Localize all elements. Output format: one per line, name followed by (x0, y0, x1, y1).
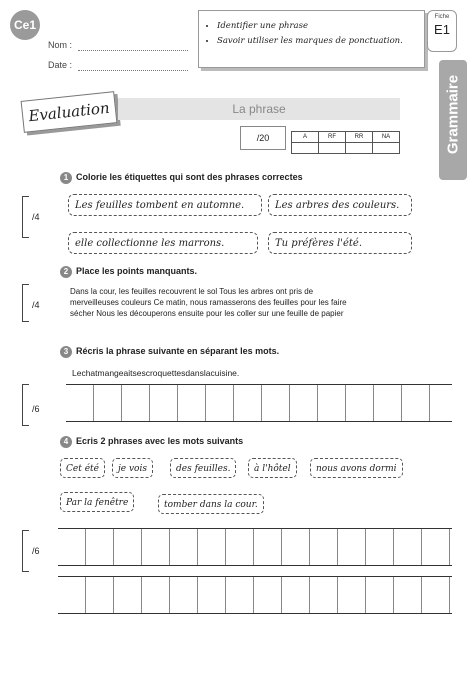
question-4-number: 4 (60, 436, 72, 448)
question-4-text: Ecris 2 phrases avec les mots suivants (76, 436, 244, 446)
grid-header-rr: RR (346, 132, 373, 143)
name-field[interactable] (78, 49, 188, 51)
fiche-label: Fiche (434, 14, 450, 20)
question-2-number: 2 (60, 266, 72, 278)
evaluation-tag: Evaluation (21, 91, 118, 133)
subject-tab (439, 60, 467, 180)
question-2-points: /4 (32, 300, 40, 310)
question-3-text: Récris la phrase suivante en séparant les mots. (76, 346, 280, 356)
page-title: La phrase (118, 98, 400, 120)
grid-cell[interactable] (346, 143, 373, 154)
word-label-1[interactable]: Cet été (60, 458, 105, 478)
writing-lines-q4a[interactable] (58, 528, 452, 566)
paragraph-line: merveilleuses couleurs Ce matin, nous ramasserons des feuilles pour les faire (70, 298, 347, 307)
level-badge: Ce1 (10, 10, 40, 40)
writing-lines-q3[interactable] (66, 384, 452, 422)
objective-1: • Identifier une phrase (217, 19, 424, 34)
date-label: Date : (48, 60, 73, 70)
objectives-box (198, 10, 425, 68)
word-label-5[interactable]: nous avons dormi (310, 458, 403, 478)
grid-cell[interactable] (319, 143, 346, 154)
paragraph-line: Dans la cour, les feuilles recouvrent le sol Tous les arbres ont pris de (70, 287, 314, 296)
subject-label: Grammaire (444, 74, 462, 155)
question-1-bracket (22, 196, 29, 238)
question-4-bracket (22, 530, 29, 572)
total-score-box: /20 (240, 126, 286, 150)
question-1-points: /4 (32, 212, 40, 222)
grid-cell[interactable] (373, 143, 400, 154)
question-3-points: /6 (32, 404, 40, 414)
question-2-text: Place les points manquants. (76, 266, 198, 276)
word-label-6[interactable]: Par la fenêtre (60, 492, 134, 512)
sentence-label-2[interactable]: Les arbres des couleurs. (268, 194, 412, 216)
question-2-bracket (22, 284, 29, 322)
objective-2: • Savoir utiliser les marques de ponctuation. (217, 34, 424, 49)
word-label-2[interactable]: je vois (112, 458, 153, 478)
assessment-grid (291, 131, 400, 154)
sentence-label-4[interactable]: Tu préfères l'été. (268, 232, 412, 254)
grid-header-a: A (292, 132, 319, 143)
sentence-to-separate: Lechatmangeaitsescroquettesdanslacuisine. (72, 368, 240, 378)
date-field[interactable] (78, 69, 188, 71)
word-label-4[interactable]: à l'hôtel (248, 458, 297, 478)
question-1-text: Colorie les étiquettes qui sont des phrases correctes (76, 172, 303, 182)
sentence-label-3[interactable]: elle collectionne les marrons. (68, 232, 258, 254)
word-label-7[interactable]: tomber dans la cour. (158, 494, 264, 514)
grid-header-rf: RF (319, 132, 346, 143)
sentence-label-1[interactable]: Les feuilles tombent en automne. (68, 194, 262, 216)
question-1-number: 1 (60, 172, 72, 184)
punctuation-paragraph[interactable] (70, 286, 440, 319)
question-3-bracket (22, 384, 29, 426)
grid-cell[interactable] (292, 143, 319, 154)
writing-lines-q4b[interactable] (58, 576, 452, 614)
question-3-number: 3 (60, 346, 72, 358)
fiche-code: E1 (434, 22, 450, 37)
fiche-badge (427, 10, 457, 52)
name-label: Nom : (48, 40, 73, 50)
grid-header-na: NA (373, 132, 400, 143)
question-4-points: /6 (32, 546, 40, 556)
word-label-3[interactable]: des feuilles. (170, 458, 236, 478)
paragraph-line: sécher Nous les découperons ensuite pour les coller sur une feuille de papier (70, 309, 344, 318)
